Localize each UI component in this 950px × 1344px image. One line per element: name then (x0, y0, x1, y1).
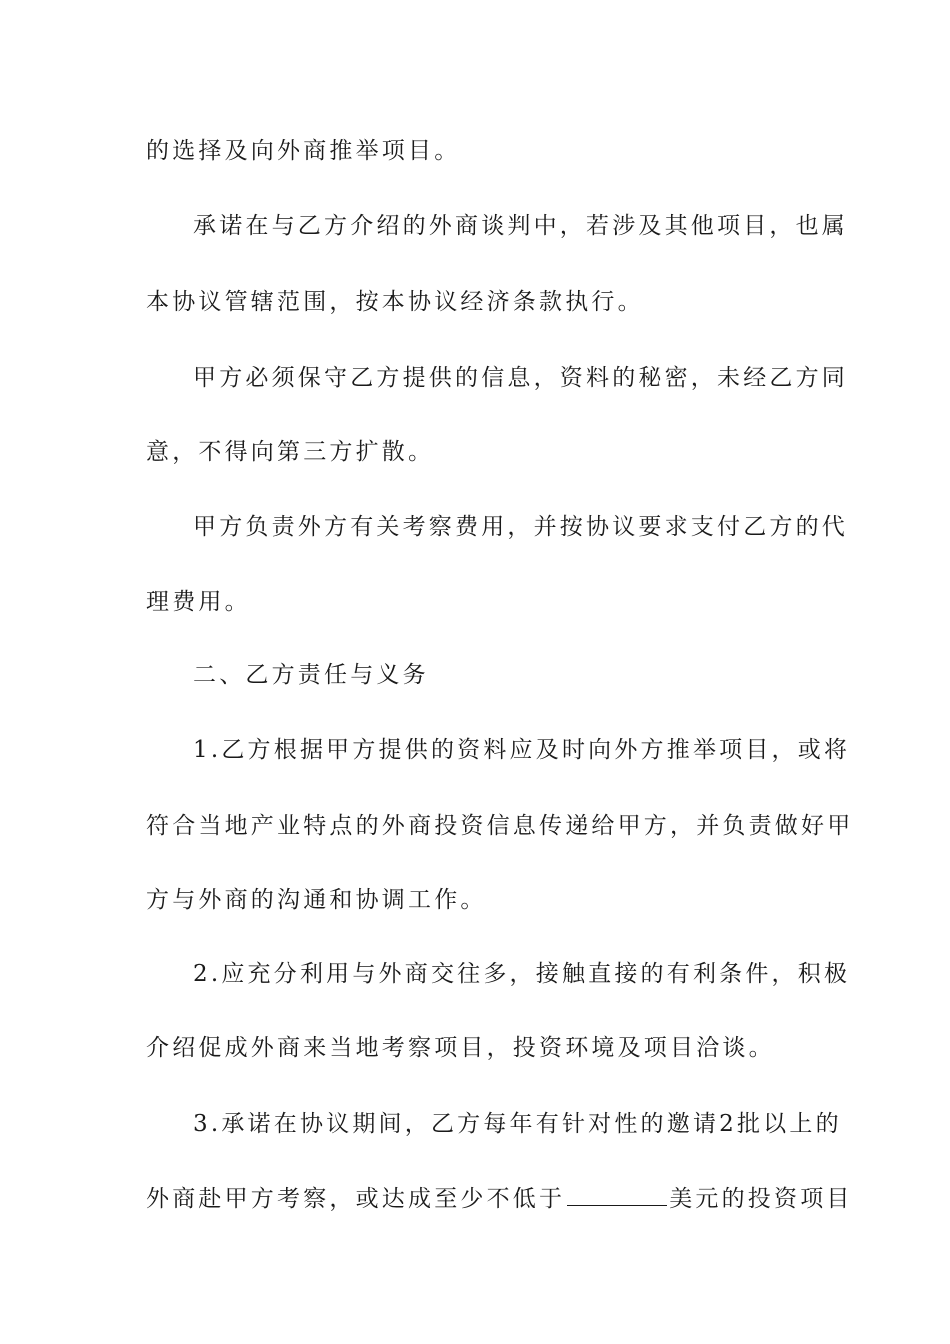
fill-in-blank (567, 1183, 667, 1206)
paragraph-line: 甲方负责外方有关考察费用，并按协议要求支付乙方的代 (193, 514, 848, 540)
paragraph-line: 本协议管辖范围，按本协议经济条款执行。 (146, 289, 644, 315)
section-heading: 二、乙方责任与义务 (193, 662, 429, 688)
paragraph-line: 2.应充分利用与外商交往多，接触直接的有利条件，积极 (193, 961, 851, 987)
paragraph-line: 理费用。 (146, 589, 251, 615)
paragraph-line: 承诺在与乙方介绍的外商谈判中，若涉及其他项目，也属 (193, 213, 848, 239)
paragraph-line: 甲方必须保守乙方提供的信息，资料的秘密，未经乙方同 (193, 365, 848, 391)
blank-prefix: 外商赴甲方考察，或达成至少不低于 (146, 1186, 566, 1212)
paragraph-line-with-blank (146, 1183, 853, 1214)
paragraph-line: 方与外商的沟通和协调工作。 (146, 887, 487, 913)
paragraph-line: 意，不得向第三方扩散。 (146, 439, 435, 465)
paragraph-line: 1.乙方根据甲方提供的资料应及时向外方推举项目，或将 (193, 737, 851, 763)
blank-suffix: 美元的投资项目 (669, 1186, 853, 1212)
paragraph-line: 3.承诺在协议期间，乙方每年有针对性的邀请2批以上的 (193, 1111, 842, 1137)
paragraph-line: 介绍促成外商来当地考察项目，投资环境及项目洽谈。 (146, 1035, 775, 1061)
paragraph-line: 的选择及向外商推举项目。 (146, 138, 461, 164)
paragraph-line: 符合当地产业特点的外商投资信息传递给甲方，并负责做好甲 (146, 813, 854, 839)
